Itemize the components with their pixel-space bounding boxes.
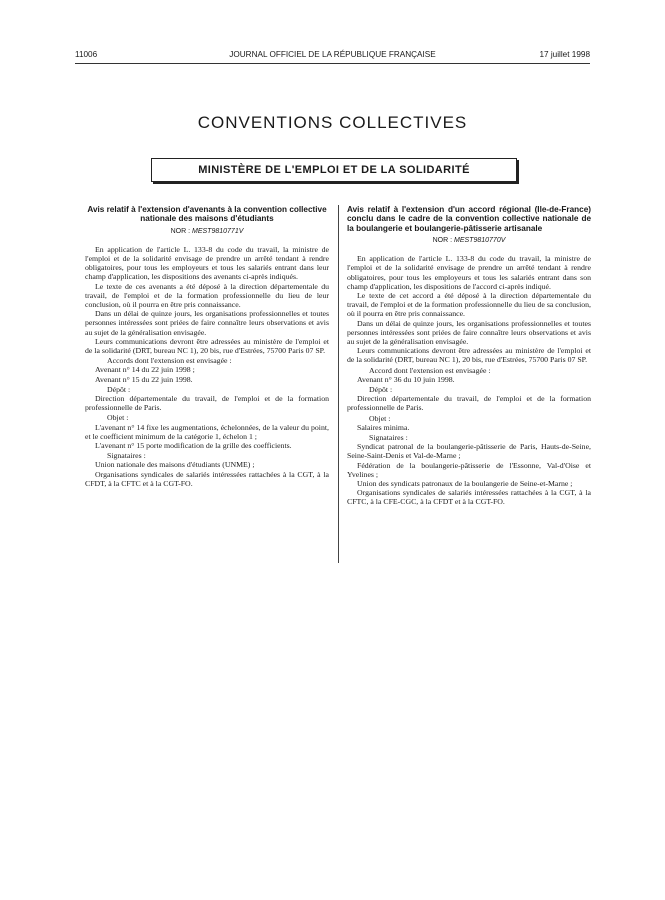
depot-label: Dépôt : (369, 384, 393, 394)
accord-label: Accord dont l'extension est envisagée : (369, 365, 491, 375)
list-item: Salaires minima. (357, 422, 410, 432)
paragraph: Dans un délai de quinze jours, les organisations professionnelles et toutes personnes intéressées sont priées de faire connaître leurs observations et avis au sujet de la généralisation envisagée. (85, 309, 329, 337)
objet-label: Objet : (107, 413, 129, 423)
notice-title: Avis relatif à l'extension d'avenants à la convention collective nationale des maisons d'étudiants (87, 205, 327, 224)
paragraph: Le texte de ces avenants a été déposé à la direction départementale du travail, de l'emploi et de la formation professionnelle du lieu de leur conclusion, où il pourra en être pris connaissance. (85, 281, 329, 310)
list-item: Avenant n° 36 du 10 juin 1998. (357, 374, 455, 384)
list-item: L'avenant n° 14 fixe les augmentations, échelonnées, de la valeur du point, et le coefficient minimum de la catégorie 1, échelon 1 ; (85, 422, 329, 441)
list-item: Avenant n° 15 du 22 juin 1998. (95, 374, 193, 384)
paragraph: Le texte de cet accord a été déposé à la direction départementale du travail, de l'emploi et de la formation professionnelle du lieu de sa conclusion, où il pourra en être pris connaissance. (347, 290, 591, 319)
nor-reference (347, 236, 591, 245)
column-separator (338, 205, 339, 563)
page-header (75, 50, 590, 62)
paragraph: En application de l'article L. 133-8 du code du travail, la ministre de l'emploi et de la solidarité envisage de prendre un arrêté tendant à rendre obligatoires, pour tous les employeurs et tous les salariés entrant dans leur champ d'application, les dispositions des avenants ci-après indiqués. (85, 244, 329, 282)
list-item: L'avenant n° 15 porte modification de la grille des coefficients. (95, 441, 292, 451)
nor-code: MEST9810771V (192, 227, 244, 235)
paragraph: Dans un délai de quinze jours, les organisations professionnelles et toutes personnes intéressées sont priées de faire connaître leurs observations et avis au sujet de la généralisation envisagée. (347, 318, 591, 346)
journal-title: JOURNAL OFFICIEL DE LA RÉPUBLIQUE FRANÇAISE (229, 50, 436, 59)
paragraph: Leurs communications devront être adressées au ministère de l'emploi et de la solidarité (DRT, bureau NC 1), 20 bis, rue d'Estrées, 75700 Paris 07 SP. (347, 346, 591, 365)
list-item: Avenant n° 14 du 22 juin 1998 ; (95, 365, 195, 375)
nor-label: NOR : (432, 236, 453, 244)
list-item: Syndicat patronal de la boulangerie-pâtisserie de Paris, Hauts-de-Seine, Seine-Saint-Denis et Val-de-Marne ; (347, 442, 591, 461)
notice-title: Avis relatif à l'extension d'un accord régional (Ile-de-France) conclu dans le cadre de la convention collective nationale de la boulangerie et boulangerie-pâtisserie artisanale (347, 205, 591, 233)
list-item: Fédération de la boulangerie-pâtisserie de l'Essonne, Val-d'Oise et Yvelines ; (347, 460, 591, 479)
depot-text: Direction départementale du travail, de l'emploi et de la formation professionnelle de Paris. (347, 394, 591, 413)
list-item: Union nationale des maisons d'étudiants (UNME) ; (95, 460, 255, 470)
ministry-name: MINISTÈRE DE L'EMPLOI ET DE LA SOLIDARITÉ (198, 164, 470, 176)
nor-label: NOR : (170, 227, 191, 235)
paragraph: En application de l'article L. 133-8 du code du travail, la ministre de l'emploi et de la solidarité envisage de prendre un arrêté tendant à rendre obligatoires, pour tous les employeurs et tous les salariés entrant dans son champ d'application, les dispositions de l'accord ci-après indiqué. (347, 254, 591, 291)
objet-label: Objet : (369, 413, 391, 423)
nor-reference (85, 227, 329, 236)
depot-text: Direction départementale du travail, de l'emploi et de la formation professionnelle de Paris. (85, 394, 329, 413)
depot-label: Dépôt : (107, 384, 131, 394)
page-number: 11006 (75, 50, 98, 59)
issue-date: 17 juillet 1998 (539, 50, 590, 59)
section-title: CONVENTIONS COLLECTIVES (197, 113, 468, 132)
signataires-label: Signataires : (369, 432, 408, 442)
signataires-label: Signataires : (107, 451, 146, 461)
accords-label: Accords dont l'extension est envisagée : (107, 356, 232, 366)
header-rule (75, 63, 590, 64)
paragraph: Leurs communications devront être adressées au ministère de l'emploi et de la solidarité (DRT, bureau NC 1), 20 bis, rue d'Estrées, 75700 Paris 07 SP. (85, 336, 329, 356)
nor-code: MEST9810770V (454, 236, 506, 244)
left-notice (85, 205, 329, 488)
ministry-box (151, 158, 517, 182)
list-item: Union des syndicats patronaux de la boulangerie de Seine-et-Marne ; (357, 478, 573, 488)
right-notice (347, 205, 591, 507)
list-item: Organisations syndicales de salariés intéressées rattachées à la CGT, à la CFTC, à la CFE-CGC, à la CFDT et à la CGT-FO. (347, 488, 591, 507)
list-item: Organisations syndicales de salariés intéressées rattachées à la CGT, à la CFDT, à la CFTC et à la CGT-FO. (85, 469, 329, 488)
